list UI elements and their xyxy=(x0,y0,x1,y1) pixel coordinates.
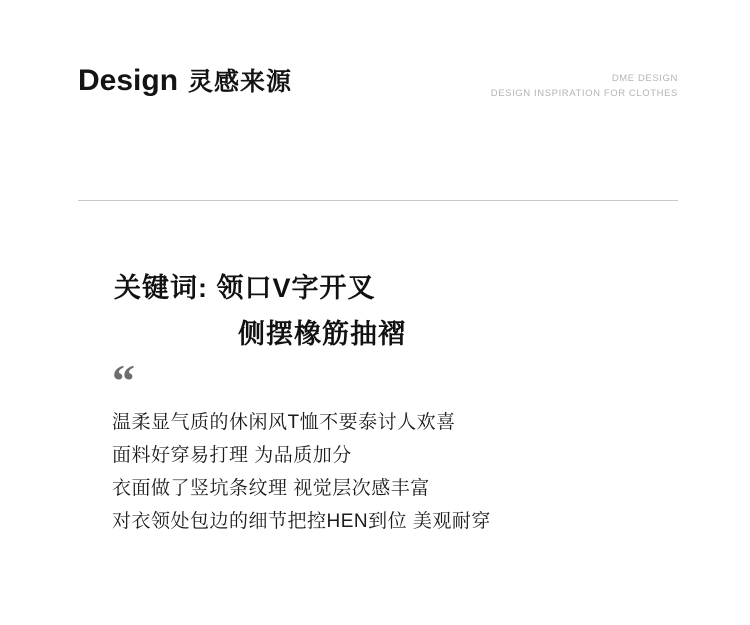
page-title xyxy=(78,62,292,98)
keyword-block xyxy=(78,265,638,357)
header-meta-line-2: DESIGN INSPIRATION FOR CLOTHES xyxy=(490,88,678,99)
keyword-line-1: 关键词: 领口V字开叉 xyxy=(114,273,376,303)
keyword-line-2: 侧摆橡筋抽褶 xyxy=(238,319,406,349)
header-meta xyxy=(491,71,678,101)
page-title-cn: 灵感来源 xyxy=(188,68,293,96)
body-copy-line: 对衣领处包边的细节把控HEN到位 美观耐穿 xyxy=(112,511,491,532)
header-meta-line-1: DME DESIGN xyxy=(611,73,678,84)
quote-mark-icon: “ xyxy=(112,355,133,406)
page-title-en: Design xyxy=(78,64,179,97)
body-copy-line: 温柔显气质的休闲风T恤不要泰讨人欢喜 xyxy=(112,412,456,433)
page-header xyxy=(78,62,678,112)
header-divider xyxy=(78,200,678,201)
body-copy-line: 面料好穿易打理 为品质加分 xyxy=(112,445,352,466)
body-copy-line: 衣面做了竖坑条纹理 视觉层次感丰富 xyxy=(112,478,430,499)
body-copy xyxy=(112,406,712,538)
